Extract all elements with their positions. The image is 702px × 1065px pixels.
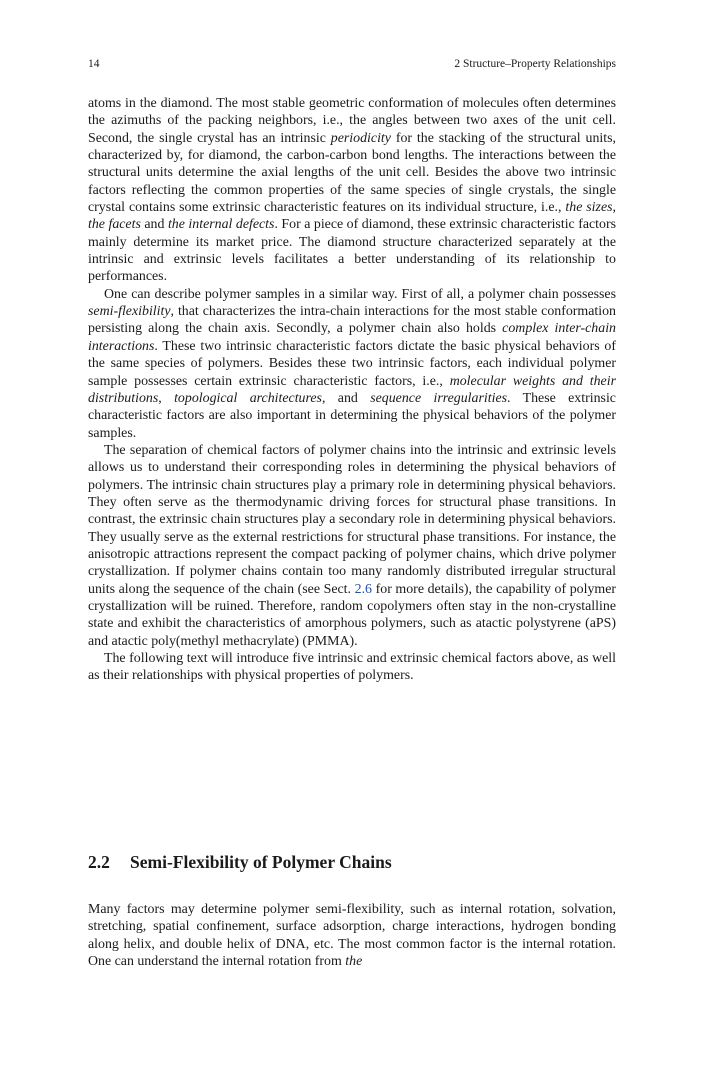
section-heading [88,851,616,873]
text-run: The following text will introduce five intrinsic and extrinsic chemical factors above, as well as their relationships with physical properties of polymers. [88,651,616,684]
text-run: Many factors may determine polymer semi-flexibility, such as internal rotation, solvation, stretching, spatial confinement, surface adsorption, charge interactions, hydrogen bonding along helix, and double helix of DNA, etc. The most common factor is the internal rotation. One can understand the internal rotation from [88,902,616,970]
section-number: 2.2 [88,852,110,872]
text-run: , and [321,390,371,406]
emphasis-facets: the facets [88,217,141,233]
emphasis-sizes: the sizes [565,200,613,216]
emphasis-inter-chain: complex inter-chain interactions [88,321,616,354]
text-run: , [158,390,175,406]
text-run: for the stacking of the structural units, characterized by, for diamond, the carbon-carbon bond lengths. The interactions between the structural units determine the axial lengths of the unit cell. Besides the above two intrinsic factors reflecting the common properties of the same species of single crystals, the single crystal contains some extrinsic characteristic features on its individual structure, i.e., [88,130,616,216]
text-run: and [140,217,168,233]
text-run: for more details), the capability of polymer crystallization will be ruined. Therefore, random copolymers often stay in the non-crystalline state and exhibit the characteristics of amorphous polymers, such as atactic polystyrene (aPS) and atactic poly(methyl methacrylate) (PMMA). [88,581,616,649]
paragraph-2 [88,286,616,442]
section-body [88,901,616,970]
page-header [88,56,616,72]
emphasis-internal-defects: the internal defects [167,217,275,233]
section-title: Semi-Flexibility of Polymer Chains [130,852,392,872]
body-text [88,95,616,685]
text-run: , [612,200,617,216]
page-number: 14 [88,58,100,70]
emphasis-sequence: sequence irregularities [370,390,508,406]
paragraph-1 [88,95,616,286]
section-link[interactable]: 2.6 [354,581,373,597]
emphasis-molecular-weights: molecular weights and their distributions [88,373,616,406]
emphasis-periodicity: periodicity [330,130,391,146]
text-run: , that characterizes the intra-chain interactions for the most stable conformation persisting along the chain axis. Secondly, a polymer chain also holds [88,304,616,337]
text-run: atoms in the diamond. The most stable geometric conformation of molecules often determines the azimuths of the packing neighbors, i.e., the angles between two axes of the unit cell. Second, the single crystal has an intrinsic [88,96,616,146]
paragraph-4 [88,650,616,685]
emphasis-semi-flexibility: semi-flexibility [88,304,171,320]
running-head: 2 Structure–Property Relationships [454,58,616,70]
text-run: . These two intrinsic characteristic factors dictate the basic physical behaviors of the same species of polymers. Besides these two intrinsic factors, each individual polymer sample possesses certain extrinsic characteristic factors, i.e., [88,338,616,389]
text-run: . These extrinsic characteristic factors are also important in determining the physical behaviors of the polymer samples. [88,390,616,441]
emphasis-topological: topological architectures [174,390,322,406]
text-run: One can describe polymer samples in a similar way. First of all, a polymer chain possesses [104,286,616,302]
emphasis-the: the [345,954,363,970]
text-run: The separation of chemical factors of polymer chains into the intrinsic and extrinsic levels allows us to understand their corresponding roles in determining the physical behaviors of polymers. The intrinsic chain structures play a primary role in determining physical behaviors. They often serve as the thermodynamic driving forces for structural phase transitions. In contrast, the extrinsic chain structures play a secondary role in determining physical behaviors. They usually serve as the external restrictions for structural phase transitions. For instance, the anisotropic attractions represent the compact packing of polymer chains, which drive polymer crystallization. If polymer chains contain too many randomly distributed irregular structural units along the sequence of the chain (see Sect. [88,442,616,597]
section-paragraph-1 [88,901,616,970]
paragraph-3 [88,442,616,650]
text-run: . For a piece of diamond, these extrinsic characteristic factors mainly determine its market price. The diamond structure characterized separately at the intrinsic and extrinsic levels facilitates a better understanding of its relationship to performances. [88,217,617,285]
